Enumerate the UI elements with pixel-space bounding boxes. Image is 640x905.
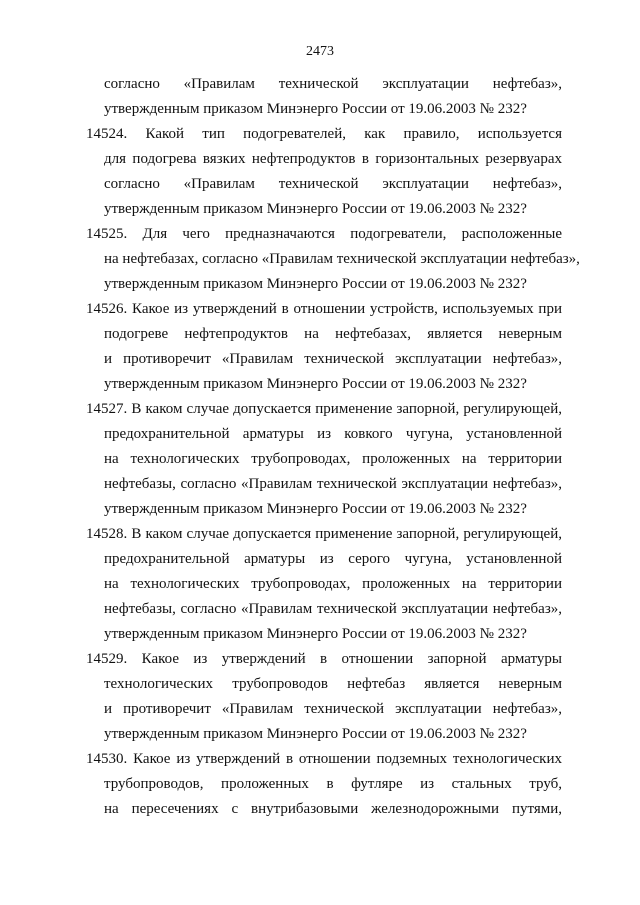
text-line: технологических трубопроводов нефтебаз является неверным bbox=[104, 676, 562, 692]
text-line: согласно «Правилам технической эксплуатации нефтебаз», bbox=[104, 176, 562, 192]
question-first-line: 14527. В каком случае допускается применение запорной, регулирующей, bbox=[86, 401, 562, 417]
text-line: предохранительной арматуры из ковкого чугуна, установленной bbox=[104, 426, 562, 442]
question-first-line: 14529. Какое из утверждений в отношении запорной арматуры bbox=[86, 651, 562, 667]
question-first-line: 14530. Какое из утверждений в отношении подземных технологических bbox=[86, 751, 562, 767]
text-line: утвержденным приказом Минэнерго России от 19.06.2003 № 232? bbox=[104, 201, 527, 217]
text-line: на технологических трубопроводах, проложенных на территории bbox=[104, 576, 562, 592]
text-line: утвержденным приказом Минэнерго России от 19.06.2003 № 232? bbox=[104, 501, 527, 517]
text-line: утвержденным приказом Минэнерго России от 19.06.2003 № 232? bbox=[104, 101, 527, 117]
text-line: подогреве нефтепродуктов на нефтебазах, является неверным bbox=[104, 326, 562, 342]
question-first-line: 14528. В каком случае допускается применение запорной, регулирующей, bbox=[86, 526, 562, 542]
question-first-line: 14525. Для чего предназначаются подогреватели, расположенные bbox=[86, 226, 562, 242]
text-line: нефтебазы, согласно «Правилам технической эксплуатации нефтебаз», bbox=[104, 476, 562, 492]
text-line: утвержденным приказом Минэнерго России от 19.06.2003 № 232? bbox=[104, 626, 527, 642]
text-line: утвержденным приказом Минэнерго России от 19.06.2003 № 232? bbox=[104, 276, 527, 292]
text-line: на технологических трубопроводах, проложенных на территории bbox=[104, 451, 562, 467]
text-line: и противоречит «Правилам технической эксплуатации нефтебаз», bbox=[104, 701, 562, 717]
text-line: нефтебазы, согласно «Правилам технической эксплуатации нефтебаз», bbox=[104, 601, 562, 617]
text-line: и противоречит «Правилам технической эксплуатации нефтебаз», bbox=[104, 351, 562, 367]
text-line: на нефтебазах, согласно «Правилам технической эксплуатации нефтебаз», bbox=[104, 251, 580, 267]
page-number: 2473 bbox=[306, 44, 334, 59]
text-line: согласно «Правилам технической эксплуатации нефтебаз», bbox=[104, 76, 562, 92]
text-line: трубопроводов, проложенных в футляре из стальных труб, bbox=[104, 776, 562, 792]
question-first-line: 14524. Какой тип подогревателей, как правило, используется bbox=[86, 126, 562, 142]
question-first-line: 14526. Какое из утверждений в отношении устройств, используемых при bbox=[86, 301, 562, 317]
text-line: утвержденным приказом Минэнерго России от 19.06.2003 № 232? bbox=[104, 376, 527, 392]
text-line: предохранительной арматуры из серого чугуна, установленной bbox=[104, 551, 562, 567]
text-line: для подогрева вязких нефтепродуктов в горизонтальных резервуарах bbox=[104, 151, 562, 167]
text-line: утвержденным приказом Минэнерго России от 19.06.2003 № 232? bbox=[104, 726, 527, 742]
text-line: на пересечениях с внутрибазовыми железнодорожными путями, bbox=[104, 801, 562, 817]
